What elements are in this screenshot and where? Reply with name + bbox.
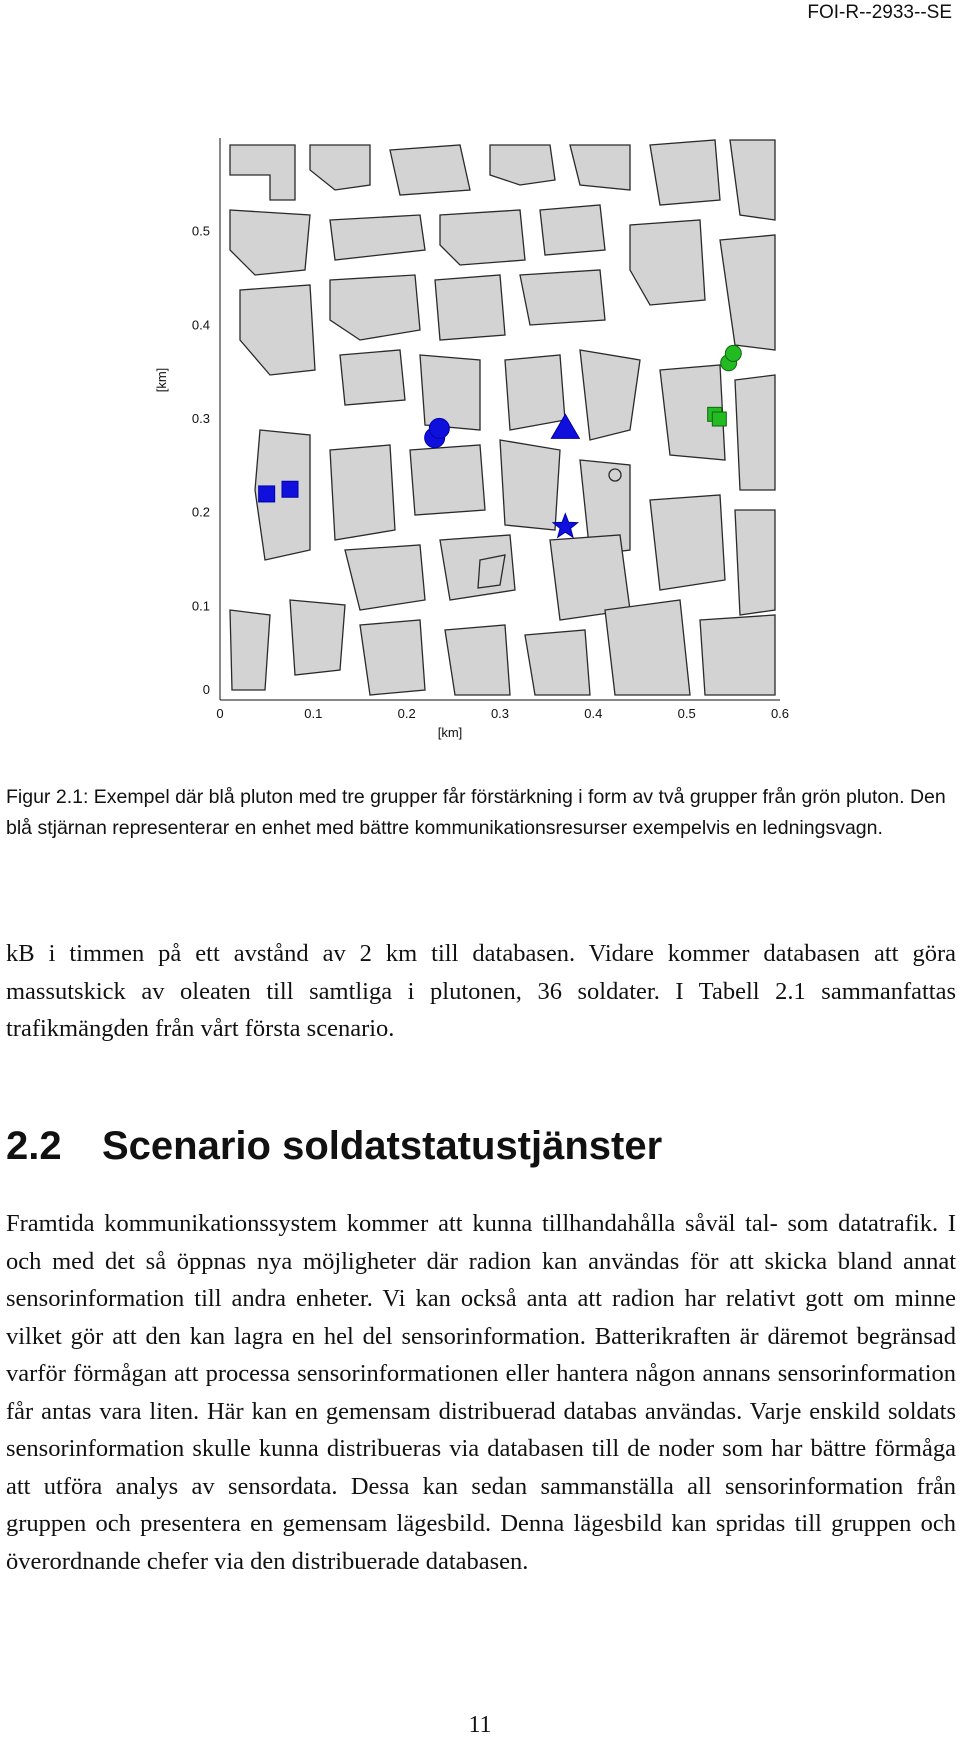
y-tick-label: 0.1 <box>191 598 210 614</box>
section-title: Scenario soldatstatustjänster <box>102 1124 663 1168</box>
body-paragraph-1: kB i timmen på ett avstånd av 2 km till databasen. Vidare kommer databasen att göra massutskick av oleaten till samtliga i plutonen, 36 soldater. I Tabell 2.1 sammanfattas trafikmängden från vårt första scenario. <box>6 940 956 1042</box>
y-tick-label: 0 <box>202 682 210 697</box>
y-axis-label: [km] <box>154 367 169 393</box>
x-axis-label: [km] <box>437 725 463 740</box>
y-tick-label: 0.3 <box>191 411 210 426</box>
x-tick-label: 0.6 <box>770 706 790 721</box>
y-axis-ticks <box>192 224 210 697</box>
page-number: 11 <box>468 1712 492 1738</box>
body-paragraph-2: Framtida kommunikationssystem kommer att kunna tillhandahålla såväl tal- som datatrafik. I och med det så öppnas nya möjligheter där radion kan användas för att skicka bland annat sensorinformation till andra enheter. Vi kan också anta att radion har relativt gott om minne vilket gör att den kan lagra en hel del sensorinformation. Batterikraften är däremot begränsad varför förmågan att processa sensorinformationen eller hantera någon annans sensorinformation får antas vara liten. Här kan en gemensam distribuerad databas användas. Varje enskild soldats sensorinformation skulle kunna distribueras via databasen till de noder som har bättre förmåga att utföra analys av sensordata. Dessa kan sedan sammanställa all sensorinformation från gruppen och presentera en gemensam lägesbild. Denna lägesbild kan spridas till gruppen och överordnande chefer via den distribuerade databasen. <box>6 1210 956 1575</box>
section-heading <box>6 1124 662 1169</box>
x-tick-label: 0.2 <box>397 706 416 721</box>
x-tick-label: 0.1 <box>304 706 323 721</box>
blue-square-marker <box>282 481 298 497</box>
green-circle-marker <box>725 345 741 361</box>
x-tick-label: 0.4 <box>584 706 603 721</box>
y-tick-label: 0.2 <box>191 504 210 520</box>
map-figure <box>154 130 800 750</box>
blue-circle-marker <box>429 418 449 438</box>
x-axis-ticks <box>216 706 789 721</box>
report-id: FOI-R--2933--SE <box>807 2 952 23</box>
x-tick-label: 0.3 <box>490 706 510 721</box>
y-tick-label: 0.4 <box>191 317 210 333</box>
figure-caption: Figur 2.1: Exempel där blå pluton med tre grupper får förstärkning i form av två grupper från grön pluton. Den blå stjärnan representerar en enhet med bättre kommunikationsresurser exempelvis en ledningsvagn. <box>6 786 946 839</box>
x-tick-label: 0 <box>216 706 224 721</box>
green-square-marker <box>712 412 726 426</box>
map-background <box>220 138 780 700</box>
y-tick-label: 0.5 <box>191 223 210 239</box>
blue-square-marker <box>259 486 275 502</box>
section-number: 2.2 <box>6 1124 62 1168</box>
x-tick-label: 0.5 <box>677 706 696 721</box>
